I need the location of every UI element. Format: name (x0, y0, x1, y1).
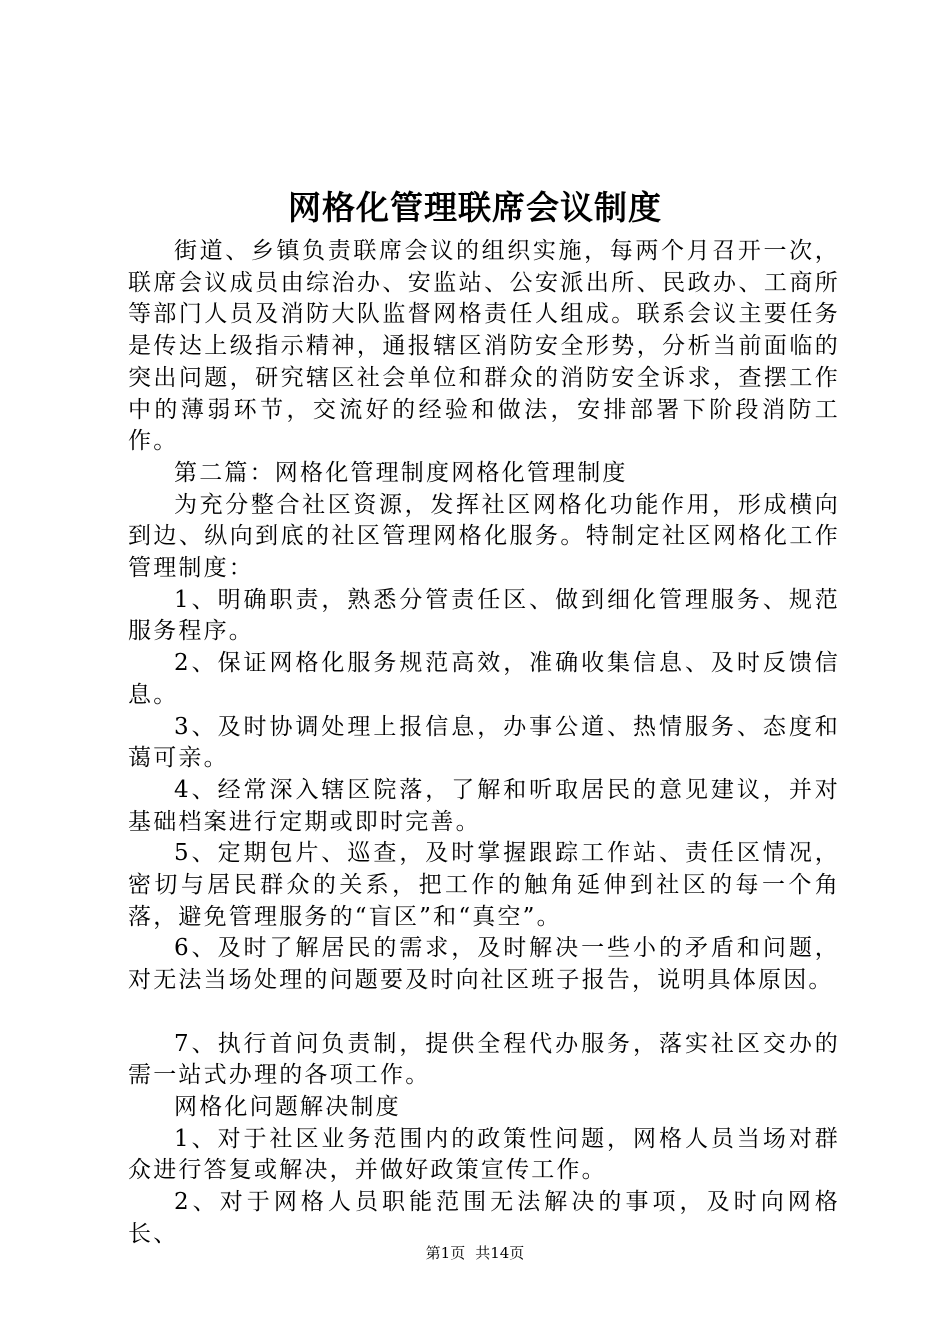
list-item: 2、对于网格人员职能范围无法解决的事项，及时向网格长、 (128, 1189, 840, 1247)
paragraph-intro: 街道、乡镇负责联席会议的组织实施，每两个月召开一次，联席会议成员由综治办、安监站、公安派出所、民政办、工商所等部门人员及消防大队监督网格责任人组成。联系会议主要任务是传达上级指示精神，通报辖区消防安全形势，分析当前面临的突出问题，研究辖区社会单位和群众的消防安全诉求，查摆工作中的薄弱环节，交流好的经验和做法，安排部署下阶段消防工作。 (128, 238, 840, 455)
paragraph-section-heading: 第二篇：网格化管理制度网格化管理制度 (174, 459, 628, 486)
page-total: 共14页 (475, 1244, 525, 1262)
page-number: 第1页 (425, 1244, 466, 1262)
paragraph-purpose: 为充分整合社区资源，发挥社区网格化功能作用，形成横向到边、纵向到底的社区管理网格化服务。特制定社区网格化工作管理制度： (128, 491, 840, 582)
paragraph-subheading: 网格化问题解决制度 (174, 1093, 401, 1120)
list-item: 2、保证网格化服务规范高效，准确收集信息、及时反馈信息。 (128, 650, 840, 708)
list-item: 1、明确职责，熟悉分管责任区、做到细化管理服务、规范服务程序。 (128, 586, 840, 645)
document-body (128, 236, 840, 1250)
list-item: 5、定期包片、巡查，及时掌握跟踪工作站、责任区情况，密切与居民群众的关系，把工作的触角延伸到社区的每一个角落，避免管理服务的“盲区”和“真空”。 (128, 840, 840, 930)
list-item: 3、及时协调处理上报信息，办事公道、热情服务、态度和蔼可亲。 (128, 713, 840, 772)
list-item: 6、及时了解居民的需求，及时解决一些小的矛盾和问题，对无法当场处理的问题要及时向社区班子报告，说明具体原因。 (128, 935, 840, 994)
page-footer (0, 1243, 950, 1263)
page-title: 网格化管理联席会议制度 (288, 188, 662, 227)
list-item: 4、经常深入辖区院落，了解和听取居民的意见建议，并对基础档案进行定期或即时完善。 (128, 776, 840, 835)
list-item: 1、对于社区业务范围内的政策性问题，网格人员当场对群众进行答复或解决，并做好政策宣传工作。 (128, 1125, 840, 1184)
list-item: 7、执行首问负责制，提供全程代办服务，落实社区交办的需一站式办理的各项工作。 (128, 1030, 840, 1089)
